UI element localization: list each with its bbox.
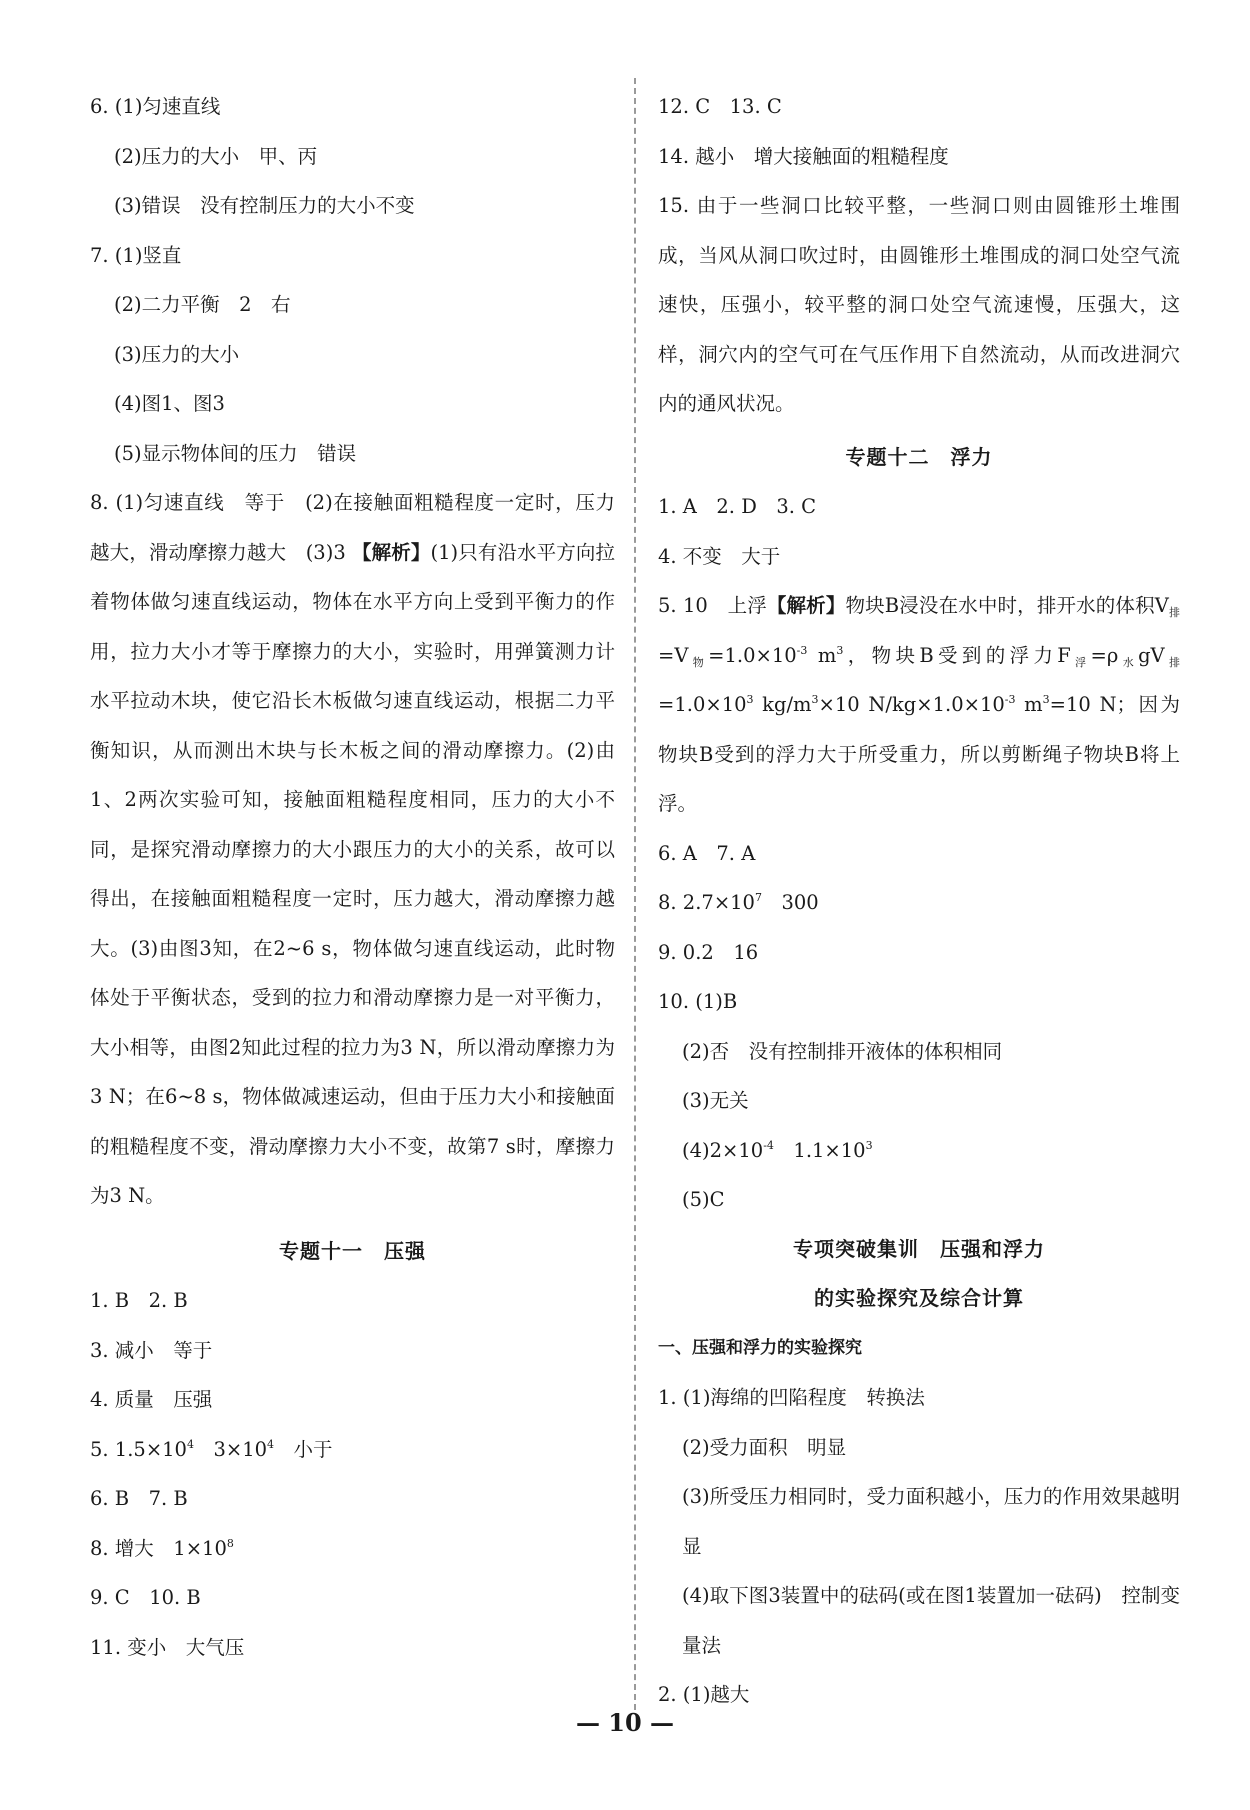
q7-line-1: 7. (1)竖直 [90, 243, 182, 267]
t11-answer-15: 15. 由于一些洞口比较平整，一些洞口则由圆锥形土堆围成，当风从洞口吹过时，由圆锥形土堆围成的洞口处空气流速快，压强小，较平整的洞口处空气流速慢，压强大，这样，洞穴内的空气可在气压作用下自然流动，从而改进洞穴内的通风状况。 [658, 194, 1180, 415]
q8-analysis-tag: 【解析】 [352, 540, 431, 564]
topic-11-title: 专题十一 压强 [279, 1238, 426, 1263]
t11-a5-exp1: 4 [186, 1437, 194, 1451]
t12-a5-t3: =1.0×10 [708, 643, 797, 667]
special-title-2: 的实验探究及综合计算 [814, 1286, 1024, 1310]
t12-a10-4-mid: 1.1×10 [773, 1138, 866, 1162]
t12-a5-t8: =1.0×10 [658, 693, 747, 716]
t12-a5-e2: 3 [836, 643, 844, 657]
t12-answer-9: 9. 0.2 16 [658, 940, 759, 964]
t12-a5-t2: =V [658, 643, 689, 667]
t12-a5-e1: -3 [796, 643, 808, 657]
special-q1-line-2: (2)受力面积 明显 [682, 1435, 847, 1459]
t12-a5-head: 5. 10 上浮 [658, 594, 767, 617]
page-number: — 10 — [575, 1708, 675, 1737]
t11-a8-pre: 8. 增大 1×10 [90, 1536, 227, 1560]
t12-answer-6: 6. A 7. A [658, 841, 756, 865]
special-q1-line-1: 1. (1)海绵的凹陷程度 转换法 [658, 1386, 925, 1409]
t11-answer-11: 11. 变小 大气压 [90, 1635, 245, 1659]
t11-answer-14: 14. 越小 增大接触面的粗糙程度 [658, 144, 949, 168]
t12-a10-4-pre: (4)2×10 [682, 1138, 764, 1162]
t11-a5-pre: 5. 1.5×10 [90, 1437, 187, 1461]
t12-a5-tag: 【解析】 [766, 594, 846, 617]
t12-a5-t5: ，物块B受到的浮力F [843, 643, 1071, 667]
t12-a5-t4: m [807, 643, 837, 667]
t11-answer-9: 9. C 10. B [90, 1586, 201, 1609]
t12-a10-4-exp1: -4 [763, 1138, 774, 1152]
t11-answer-6: 6. B 7. B [90, 1487, 188, 1510]
t12-a5-s2: 物 [688, 655, 709, 669]
t12-answer-8 [658, 878, 1180, 928]
t12-a5-t12: =10 N；因为物块B受到的浮力大于所受重力，所以剪断绳子物块B将上浮。 [658, 693, 1180, 815]
t12-a8-post: 300 [761, 891, 819, 914]
t12-a5-e3: 3 [746, 693, 754, 706]
q6-line-3: (3)错误 没有控制压力的大小不变 [114, 194, 415, 217]
t12-a8-pre: 8. 2.7×10 [658, 891, 755, 914]
t11-a5-post: 小于 [274, 1437, 333, 1461]
q7-line-4: (4)图1、图3 [114, 392, 225, 415]
t12-a5-t9: kg/m [753, 693, 812, 716]
t12-a5-t11: m [1015, 693, 1043, 716]
t11-answer-1: 1. B 2. B [90, 1289, 188, 1312]
t11-a5-exp2: 4 [267, 1437, 275, 1451]
t12-a5-e4: 3 [811, 693, 819, 706]
t11-answer-12: 12. C 13. C [658, 95, 782, 118]
t12-a5-s1: 排 [1168, 606, 1180, 619]
t12-a5-e6: 3 [1042, 693, 1050, 706]
t12-a8-exp: 7 [754, 891, 762, 904]
t12-answer-10-3: (3)无关 [682, 1089, 749, 1112]
q8-head: 8. (1)匀速直线 等于 (2)在接触面粗糙程度一定时，压力越大，滑动摩擦力越大 (3)3 [90, 491, 615, 564]
q6-line-1: 6. (1)匀速直线 [90, 95, 221, 118]
q7-line-5: (5)显示物体间的压力 错误 [114, 441, 357, 465]
t11-answer-3: 3. 减小 等于 [90, 1338, 213, 1362]
right-column [658, 82, 1180, 1720]
q8-answer [90, 478, 615, 1221]
special-q2-line-1: 2. (1)越大 [658, 1683, 750, 1706]
column-divider [634, 78, 636, 1710]
t12-a10-4-exp2: 3 [865, 1138, 873, 1152]
t12-a5-t7: gV [1138, 643, 1165, 667]
t11-answer-8 [90, 1524, 615, 1574]
special-title-1: 专项突破集训 压强和浮力 [793, 1236, 1045, 1261]
q8-analysis: (1)只有沿水平方向拉着物体做匀速直线运动，物体在水平方向上受到平衡力的作用，拉力大小才等于摩擦力的大小，实验时，用弹簧测力计水平拉动木块，使它沿长木板做匀速直线运动，根据二力平衡知识，从而测出木块与长木板之间的滑动摩擦力。(2)由1、2两次实验可知，接触面粗糙程度相同，压力的大小不同，是探究滑动摩擦力的大小跟压力的大小的关系，故可以得出，在接触面粗糙程度一定时，压力越大，滑动摩擦力越大。(3)由图3知，在2~6 s，物体做匀速直线运动，此时物体处于平衡状态，受到的拉力和滑动摩擦力是一对平衡力，大小相等，由图2知此过程的拉力为3 N，所以滑动摩擦力为3 N；在6~8 s，物体做减速运动，但由于压力大小和接触面的粗糙程度不变，滑动摩擦力大小不变，故第7 s时，摩擦力为3 N。 [90, 540, 615, 1207]
special-q1-line-3: (3)所受压力相同时，受力面积越小，压力的作用效果越明显 [682, 1485, 1180, 1558]
left-column [90, 82, 615, 1672]
t12-answer-10-2: (2)否 没有控制排开液体的体积相同 [682, 1039, 1003, 1063]
q7-line-3: (3)压力的大小 [114, 342, 240, 366]
t12-answer-1: 1. A 2. D 3. C [658, 495, 817, 518]
special-q1-line-4: (4)取下图3装置中的砝码(或在图1装置加一砝码) 控制变量法 [682, 1584, 1180, 1657]
t12-a5-e5: -3 [1004, 693, 1016, 706]
t12-a5-s4: 水 [1118, 655, 1139, 669]
t11-answer-4: 4. 质量 压强 [90, 1388, 213, 1411]
topic-12-title: 专题十二 浮力 [845, 444, 993, 469]
t12-a5-s5: 排 [1164, 655, 1181, 669]
t12-answer-10-4 [658, 1126, 1180, 1176]
t11-a8-exp: 8 [226, 1536, 234, 1550]
t12-a5-s3: 浮 [1070, 655, 1091, 669]
t12-a5-t1: 物块B浸没在水中时，排开水的体积V [845, 594, 1169, 617]
t12-answer-10-1: 10. (1)B [658, 990, 738, 1013]
t12-a5-t6: =ρ [1090, 643, 1119, 667]
t12-a5-t10: ×10 N/kg×1.0×10 [818, 693, 1005, 716]
q6-line-2: (2)压力的大小 甲、丙 [114, 144, 318, 168]
t12-answer-4: 4. 不变 大于 [658, 544, 781, 568]
t12-answer-5 [658, 581, 1180, 829]
t12-answer-10-5: (5)C [682, 1188, 725, 1211]
special-subheading: 一、压强和浮力的实验探究 [658, 1337, 862, 1358]
q7-line-2: (2)二力平衡 2 右 [114, 293, 291, 316]
t11-a5-mid: 3×10 [193, 1437, 268, 1461]
t11-answer-5 [90, 1425, 615, 1475]
